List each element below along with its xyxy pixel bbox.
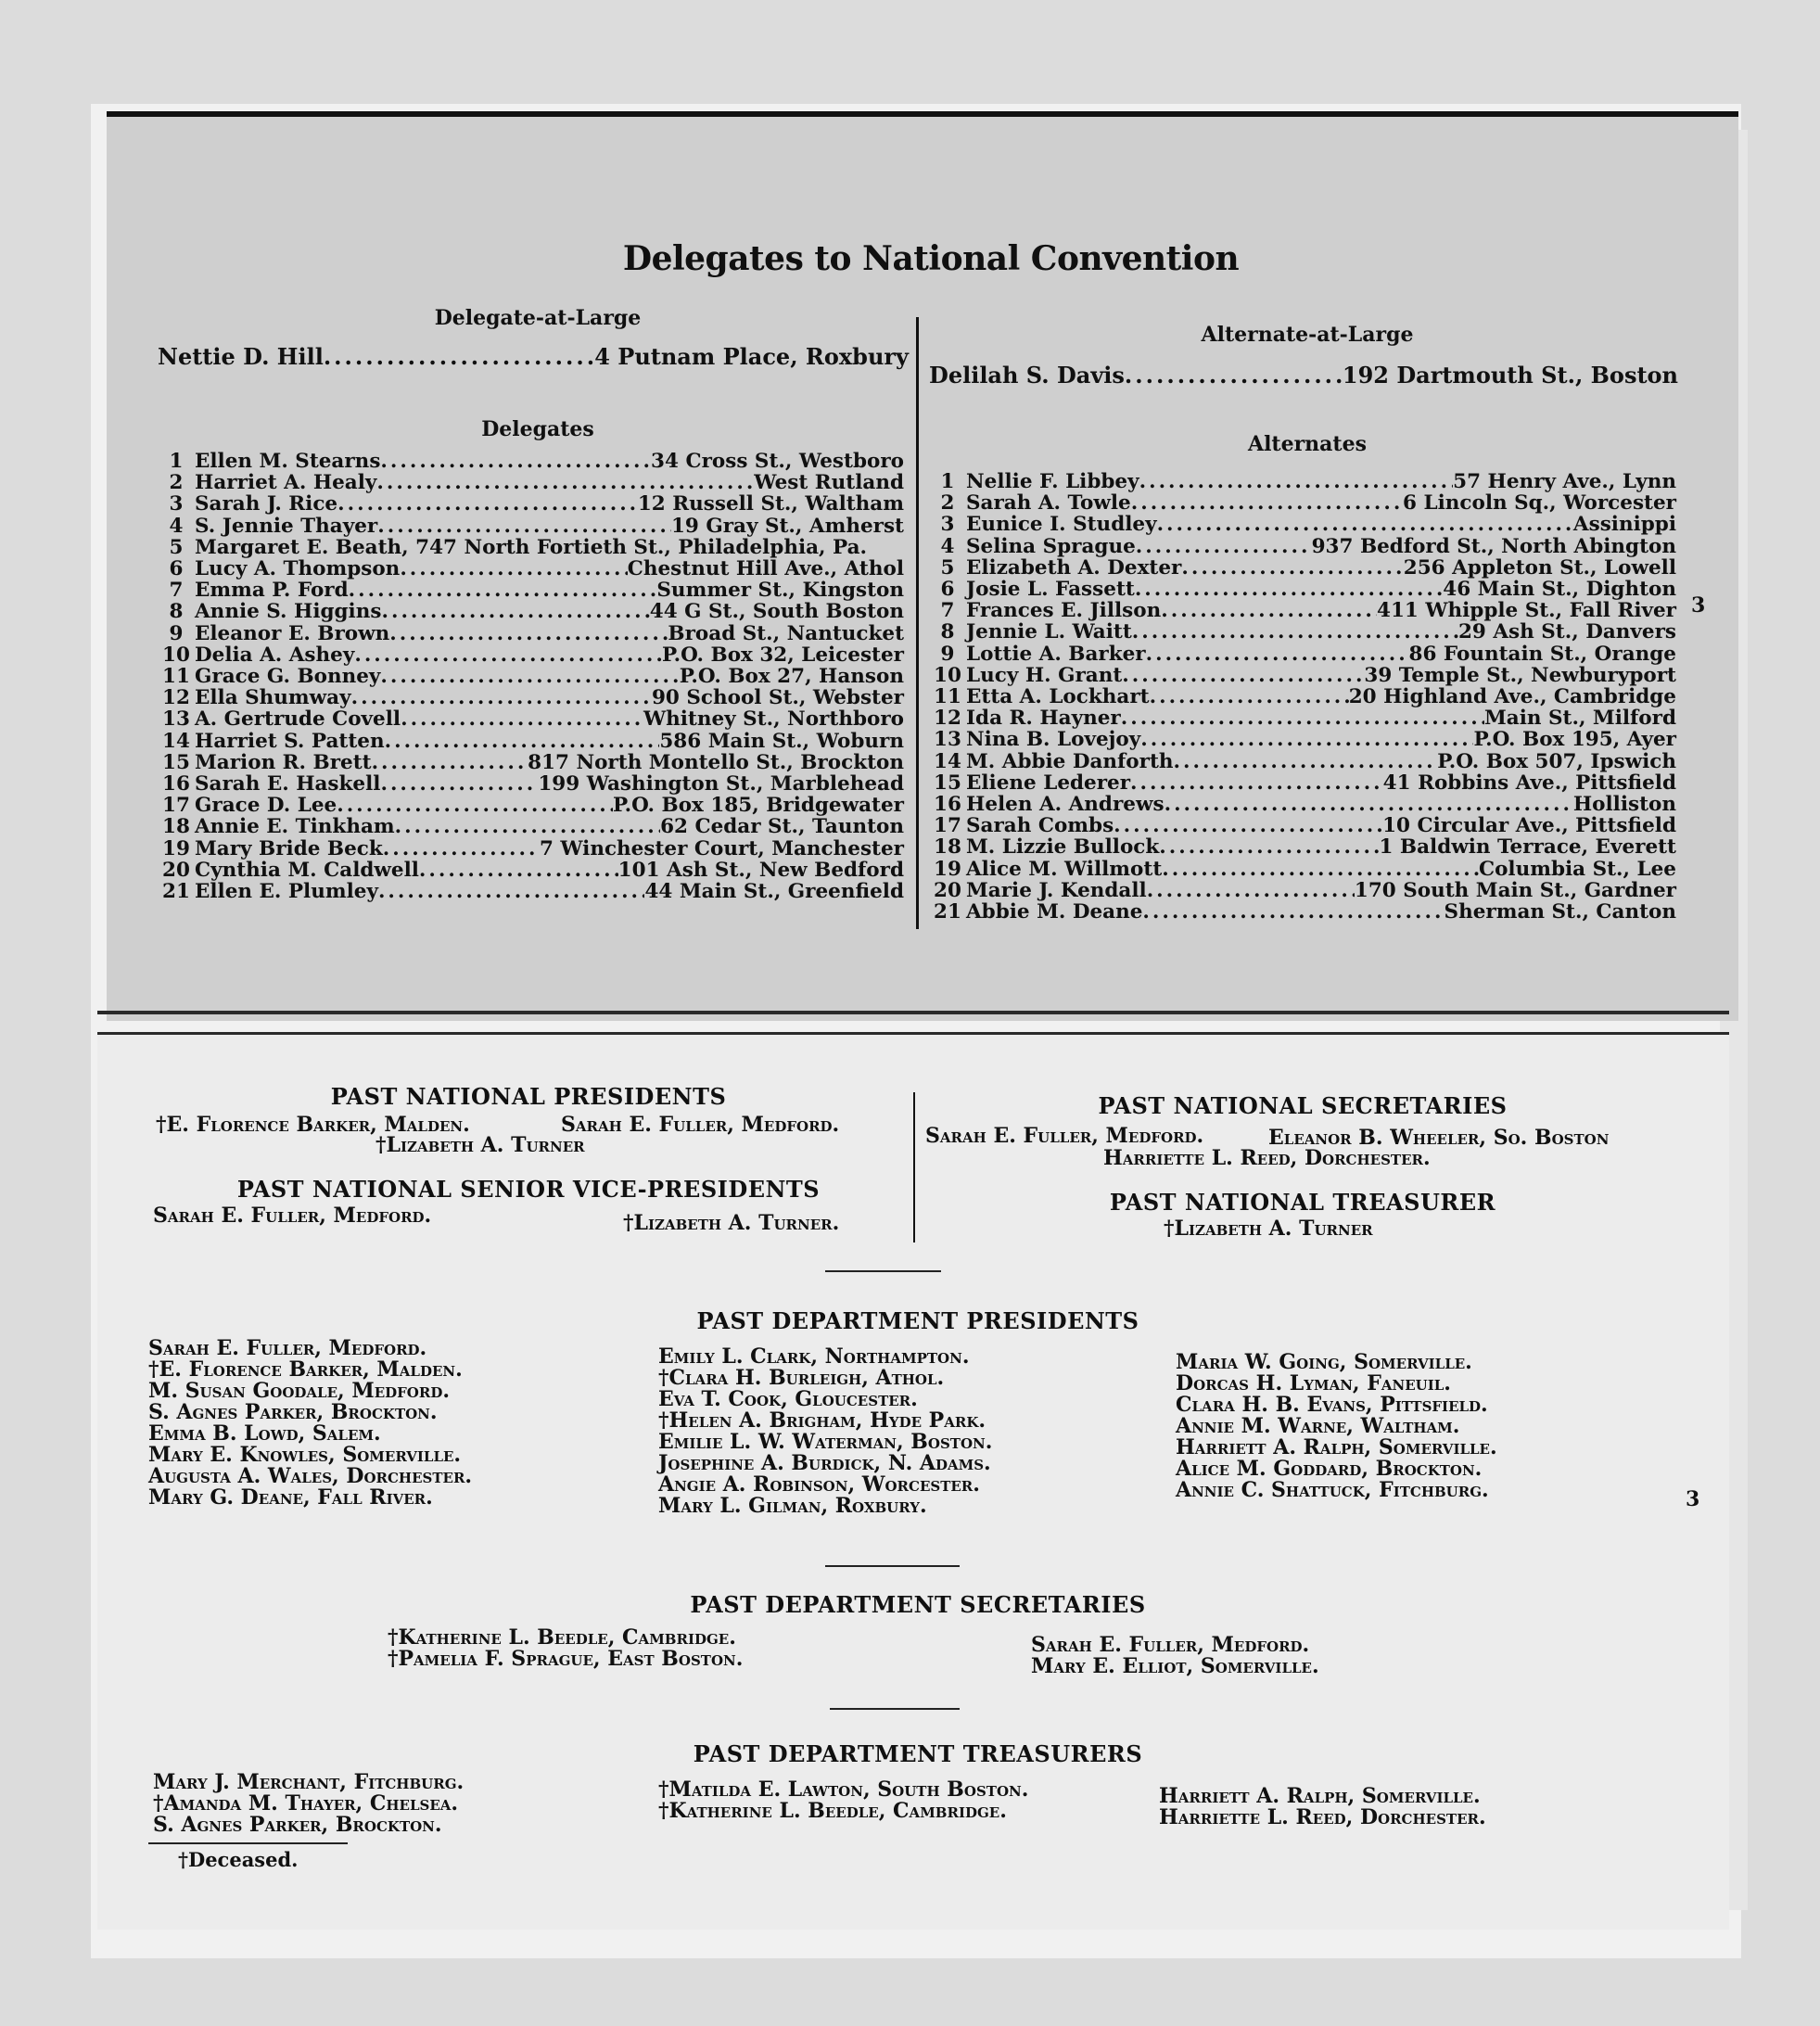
past-national-presidents-line1b: Sarah E. Fuller, Medford.: [561, 1113, 840, 1137]
entry-number: 4: [169, 514, 184, 538]
entry-name: Abbie M. Deane: [966, 900, 1143, 924]
name-entry: Annie M. Warne, Waltham.: [1176, 1414, 1460, 1438]
list-item: [929, 794, 1676, 815]
name-entry: Mary G. Deane, Fall River.: [148, 1485, 433, 1510]
past-dept-presidents-col1: [148, 1338, 472, 1509]
entry-name: Nellie F. Libbey: [966, 470, 1139, 493]
alternate-at-large-address: 192 Dartmouth St., Boston: [1342, 362, 1678, 389]
leader-dots: [351, 687, 652, 708]
entry-number: 3: [169, 492, 184, 516]
name-entry: S. Agnes Parker, Brockton.: [148, 1400, 438, 1424]
entry-number: 13: [934, 728, 961, 752]
entry-address: P.O. Box 507, Ipswich: [1437, 749, 1676, 773]
entry-number: 18: [162, 815, 190, 839]
leader-dots: [1147, 880, 1355, 901]
entry-name: M. Abbie Danforth: [966, 749, 1174, 773]
entry-name: Annie S. Higgins: [195, 600, 382, 624]
entry-address: 44 G St., South Boston: [649, 600, 904, 624]
alternate-at-large-name: Delilah S. Davis: [929, 362, 1125, 389]
list-item: [929, 901, 1676, 923]
entry-number: 6: [940, 578, 955, 602]
list-item: [158, 731, 904, 752]
entry-name: Delia A. Ashey: [195, 643, 355, 667]
leader-dots: [380, 451, 651, 472]
entry-address: 170 South Main St., Gardner: [1354, 878, 1676, 902]
entry-address: Whitney St., Northboro: [643, 707, 904, 732]
leader-dots: [337, 493, 638, 515]
name-entry: †Helen A. Brigham, Hyde Park.: [658, 1408, 986, 1433]
leader-dots: [1130, 772, 1383, 794]
entry-number: 7: [169, 579, 184, 603]
list-item: [929, 600, 1676, 621]
entry-address: 29 Ash St., Danvers: [1457, 620, 1676, 644]
entry-address: 90 School St., Webster: [651, 686, 904, 710]
entry-name: Lottie A. Barker: [966, 642, 1146, 666]
leader-dots: [383, 838, 540, 860]
entry-number: 10: [934, 663, 961, 687]
entry-name: Josie L. Fassett: [966, 578, 1135, 602]
entry-name: Etta A. Lockhart: [966, 685, 1150, 709]
leader-dots: [1114, 815, 1382, 836]
column-divider: [916, 317, 919, 929]
entry-number: 12: [162, 686, 190, 710]
alternates-list: [929, 471, 1676, 923]
name-entry: Clara H. B. Evans, Pittsfield.: [1176, 1393, 1488, 1417]
list-item: [929, 643, 1676, 665]
entry-name: Grace G. Bonney: [195, 665, 381, 689]
list-item: [929, 514, 1676, 535]
entry-number: 10: [162, 643, 190, 667]
name-entry: Emilie L. W. Waterman, Boston.: [658, 1430, 993, 1454]
entry-name: Selina Sprague: [966, 534, 1136, 558]
name-entry: †Amanda M. Thayer, Chelsea.: [153, 1791, 459, 1816]
alternates-label: Alternates: [1248, 432, 1367, 456]
past-dept-treasurers-col3: [1159, 1786, 1486, 1828]
entry-name: Ella Shumway: [195, 686, 351, 710]
entry-number: 18: [934, 835, 961, 860]
past-dept-presidents-col2: [658, 1346, 992, 1517]
list-item: [158, 580, 904, 601]
entry-address: Holliston: [1572, 793, 1676, 817]
list-item: [158, 860, 904, 881]
entry-address: 199 Washington St., Marblehead: [538, 772, 904, 796]
name-entry: Eva T. Cook, Gloucester.: [658, 1387, 918, 1411]
name-entry: Angie A. Robinson, Worcester.: [658, 1472, 980, 1497]
leader-dots: [1159, 836, 1379, 858]
leader-dots: [1136, 536, 1312, 557]
entry-number: 17: [162, 794, 190, 818]
name-entry: S. Agnes Parker, Brockton.: [153, 1813, 442, 1837]
past-national-secretaries-line1b: Eleanor B. Wheeler, So. Boston: [1268, 1126, 1610, 1150]
entry-address: 1 Baldwin Terrace, Everett: [1379, 835, 1676, 860]
entry-name: Sarah E. Haskell: [195, 772, 381, 796]
entry-number: 3: [940, 513, 955, 537]
entry-number: 9: [169, 621, 184, 645]
entry-name: Sarah Combs: [966, 814, 1114, 838]
entry-number: 1: [940, 470, 955, 493]
entry-address: 101 Ash St., New Bedford: [617, 858, 904, 882]
entry-number: 21: [934, 900, 961, 924]
entry-name: Harriet A. Healy: [195, 471, 377, 495]
page-mark-bottom: 3: [1686, 1487, 1700, 1511]
list-item: [158, 623, 904, 644]
leader-dots: [1139, 471, 1454, 492]
past-dept-treasurers-title: PAST DEPARTMENT TREASURERS: [693, 1740, 1143, 1767]
entry-number: 14: [162, 729, 190, 753]
list-item: [158, 493, 904, 515]
name-entry: †Katherine L. Beedle, Cambridge.: [658, 1799, 1007, 1823]
section-rule: [825, 1565, 960, 1567]
list-item: [929, 729, 1676, 750]
list-item: [158, 708, 904, 730]
list-item: [929, 686, 1676, 707]
list-item: [929, 815, 1676, 836]
leader-dots: [354, 644, 662, 666]
entry-address: P.O. Box 27, Hanson: [679, 665, 904, 689]
list-item: [929, 836, 1676, 858]
entry-address: 12 Russell St., Waltham: [637, 492, 904, 516]
list-item: [158, 601, 904, 622]
entry-number: 13: [162, 707, 190, 732]
entry-name: Mary Bride Beck: [195, 836, 383, 860]
leader-dots: [400, 558, 627, 580]
past-national-svp-title: PAST NATIONAL SENIOR VICE-PRESIDENTS: [236, 1176, 821, 1203]
entry-name: Annie E. Tinkham: [195, 815, 395, 839]
entry-name: A. Gertrude Covell: [195, 707, 401, 732]
entry-name: Lucy A. Thompson: [195, 557, 401, 581]
leader-dots: [1146, 643, 1409, 665]
entry-number: 11: [934, 685, 961, 709]
leader-dots: [1181, 557, 1403, 579]
past-national-treasurer-name: †Lizabeth A. Turner: [1164, 1217, 1373, 1241]
leader-dots: [1150, 686, 1349, 707]
entry-address: 19 Gray St., Amherst: [670, 514, 904, 538]
entry-address: Chestnut Hill Ave., Athol: [627, 557, 904, 581]
past-national-treasurer-title: PAST NATIONAL TREASURER: [1109, 1189, 1496, 1216]
name-entry: Alice M. Goddard, Brockton.: [1176, 1457, 1483, 1481]
entry-name: Frances E. Jillson: [966, 599, 1162, 623]
name-entry: Maria W. Going, Somerville.: [1176, 1350, 1472, 1374]
leader-dots: [381, 601, 649, 622]
list-item: [158, 537, 904, 558]
entry-address: 411 Whipple St., Fall River: [1377, 599, 1676, 623]
list-item: [929, 621, 1676, 643]
list-item: [929, 665, 1676, 686]
entry-address: Summer St., Kingston: [656, 579, 904, 603]
delegate-at-large-address: 4 Putnam Place, Roxbury: [594, 343, 909, 370]
past-national-presidents-title: PAST NATIONAL PRESIDENTS: [330, 1083, 727, 1110]
entry-address: 6 Lincoln Sq., Worcester: [1403, 491, 1676, 516]
entry-name: Eunice I. Studley: [966, 513, 1157, 537]
list-item: [929, 492, 1676, 514]
leader-dots: [1140, 729, 1473, 750]
leader-dots: [377, 516, 671, 537]
section-rule: [825, 1270, 941, 1272]
entry-address: 20 Highland Ave., Cambridge: [1348, 685, 1676, 709]
name-entry: Emma B. Lowd, Salem.: [148, 1421, 381, 1446]
leader-dots: [372, 752, 528, 773]
leader-dots: [1142, 901, 1444, 923]
entry-name: Ellen E. Plumley: [195, 880, 378, 904]
delegate-at-large-name: Nettie D. Hill: [158, 343, 324, 370]
past-national-svp-b: †Lizabeth A. Turner.: [623, 1211, 840, 1235]
leader-dots: [380, 666, 679, 687]
entry-number: 20: [934, 878, 961, 902]
past-national-presidents-line2: †Lizabeth A. Turner: [375, 1133, 585, 1157]
entry-name: Harriet S. Patten: [195, 729, 385, 753]
entry-name: Sarah A. Towle: [966, 491, 1131, 516]
leader-dots: [1125, 362, 1343, 389]
entry-number: 12: [934, 707, 961, 731]
leader-dots: [385, 731, 660, 752]
entry-address: 46 Main St., Dighton: [1443, 578, 1676, 602]
entry-number: 20: [162, 858, 190, 882]
entry-name: Emma P. Ford: [195, 579, 349, 603]
entry-address: Columbia St., Lee: [1478, 857, 1676, 881]
name-entry: †Matilda E. Lawton, South Boston.: [658, 1778, 1029, 1802]
entry-number: 21: [162, 880, 190, 904]
name-entry: Mary J. Merchant, Fitchburg.: [153, 1770, 465, 1794]
past-national-secretaries-line1a: Sarah E. Fuller, Medford.: [925, 1124, 1204, 1148]
list-item: [158, 558, 904, 580]
leader-dots: [1122, 665, 1364, 686]
past-national-secretaries-title: PAST NATIONAL SECRETARIES: [1098, 1092, 1508, 1119]
list-item: [158, 773, 904, 795]
entry-number: 5: [940, 555, 955, 580]
entry-number: 11: [162, 665, 190, 689]
list-item: [158, 666, 904, 687]
entry-name: Alice M. Willmott: [966, 857, 1163, 881]
entry-name: Helen A. Andrews: [966, 793, 1165, 817]
leader-dots: [1174, 751, 1438, 772]
list-item: [929, 880, 1676, 901]
list-item: [929, 707, 1676, 729]
name-entry: Annie C. Shattuck, Fitchburg.: [1176, 1478, 1489, 1502]
name-entry: Emily L. Clark, Northampton.: [658, 1344, 970, 1369]
entry-number: 9: [940, 642, 955, 666]
entry-name: Elizabeth A. Dexter: [966, 555, 1182, 580]
past-national-presidents-line1a: †E. Florence Barker, Malden.: [156, 1113, 470, 1137]
leader-dots: [401, 708, 643, 730]
entry-address: P.O. Box 195, Ayer: [1473, 728, 1676, 752]
entry-number: 4: [940, 534, 955, 558]
leader-dots: [378, 881, 645, 902]
footnote-rule: [148, 1842, 348, 1844]
delegates-label: Delegates: [481, 417, 594, 441]
list-item: [158, 644, 904, 666]
entry-number: 7: [940, 599, 955, 623]
entry-address: Main St., Milford: [1483, 707, 1676, 731]
name-entry: Mary L. Gilman, Roxbury.: [658, 1494, 927, 1518]
entry-name: M. Lizzie Bullock: [966, 835, 1160, 860]
entry-number: 8: [940, 620, 955, 644]
leader-dots: [1165, 794, 1573, 815]
list-item: [158, 687, 904, 708]
entry-name: Margaret E. Beath, 747 North Fortieth St., Philadelphia, Pa.: [195, 535, 868, 559]
past-dept-secretaries-title: PAST DEPARTMENT SECRETARIES: [690, 1591, 1146, 1618]
past-national-svp-a: Sarah E. Fuller, Medford.: [153, 1204, 432, 1228]
past-dept-treasurers-col2: [658, 1779, 1028, 1822]
entry-address: 57 Henry Ave., Lynn: [1453, 470, 1676, 493]
entry-address: Assinippi: [1572, 513, 1676, 537]
entry-address: 256 Appleton St., Lowell: [1403, 555, 1676, 580]
section-rule: [830, 1708, 960, 1710]
list-item: [929, 557, 1676, 579]
entry-number: 16: [162, 772, 190, 796]
alternate-at-large-label: Alternate-at-Large: [1201, 323, 1414, 347]
entry-number: 2: [169, 471, 184, 495]
list-item: [158, 516, 904, 537]
leader-dots: [1162, 859, 1479, 880]
entry-address: 44 Main St., Greenfield: [644, 880, 904, 904]
delegate-at-large-row: [158, 343, 909, 370]
entry-name: Marie J. Kendall: [966, 878, 1147, 902]
entry-address: 817 North Montello St., Brockton: [528, 750, 904, 774]
entry-name: Sarah J. Rice: [195, 492, 338, 516]
entry-number: 1: [169, 450, 184, 473]
leader-dots: [1157, 514, 1573, 535]
entry-address: 34 Cross St., Westboro: [651, 450, 904, 473]
name-entry: †Pamelia F. Sprague, East Boston.: [388, 1647, 744, 1671]
entry-address: 7 Winchester Court, Manchester: [539, 836, 904, 860]
list-item: [929, 536, 1676, 557]
list-item: [929, 751, 1676, 772]
name-entry: Harriett A. Ralph, Somerville.: [1159, 1784, 1481, 1808]
page-mark-top: 3: [1691, 593, 1706, 618]
entry-name: Lucy H. Grant: [966, 663, 1123, 687]
name-entry: †E. Florence Barker, Malden.: [148, 1357, 463, 1382]
name-entry: †Katherine L. Beedle, Cambridge.: [388, 1625, 736, 1650]
bottom-column-divider: [913, 1092, 915, 1242]
delegate-at-large-label: Delegate-at-Large: [434, 306, 642, 330]
list-item: [929, 859, 1676, 880]
entry-address: 10 Circular Ave., Pittsfield: [1382, 814, 1676, 838]
entry-name: Marion R. Brett: [195, 750, 372, 774]
entry-address: P.O. Box 185, Bridgewater: [613, 794, 904, 818]
entry-name: Cynthia M. Caldwell: [195, 858, 419, 882]
entry-name: Ida R. Hayner: [966, 707, 1121, 731]
entry-address: 86 Fountain St., Orange: [1408, 642, 1676, 666]
leader-dots: [395, 816, 660, 837]
past-dept-secretaries-col1: [388, 1627, 743, 1670]
name-entry: Mary E. Knowles, Somerville.: [148, 1443, 462, 1467]
leader-dots: [324, 343, 594, 370]
past-dept-presidents-col3: [1176, 1352, 1497, 1501]
entry-number: 6: [169, 557, 184, 581]
list-item: [929, 471, 1676, 492]
name-entry: Josephine A. Burdick, N. Adams.: [658, 1451, 991, 1475]
leader-dots: [1121, 707, 1484, 729]
list-item: [158, 881, 904, 902]
entry-name: Jennie L. Waitt: [966, 620, 1132, 644]
leader-dots: [389, 623, 668, 644]
list-item: [929, 772, 1676, 794]
entry-number: 15: [934, 771, 961, 795]
leader-dots: [376, 472, 754, 493]
page-title: Delegates to National Convention: [622, 239, 1240, 278]
entry-number: 15: [162, 750, 190, 774]
past-dept-secretaries-col2: [1031, 1635, 1319, 1677]
entry-number: 8: [169, 600, 184, 624]
entry-name: Ellen M. Stearns: [195, 450, 381, 473]
delegates-list: [158, 451, 904, 902]
leader-dots: [1131, 492, 1403, 514]
list-item: [158, 838, 904, 860]
entry-number: 5: [169, 535, 184, 559]
list-item: [158, 752, 904, 773]
entry-name: Eleanor E. Brown: [195, 621, 390, 645]
entry-number: 19: [162, 836, 190, 860]
past-national-secretaries-line2: Harriette L. Reed, Dorchester.: [1103, 1146, 1431, 1170]
entry-name: Nina B. Lovejoy: [966, 728, 1141, 752]
entry-address: 39 Temple St., Newburyport: [1364, 663, 1676, 687]
list-item: [158, 472, 904, 493]
entry-address: West Rutland: [754, 471, 904, 495]
leader-dots: [337, 795, 613, 816]
name-entry: Mary E. Elliot, Somerville.: [1031, 1654, 1319, 1678]
entry-name: Eliene Lederer: [966, 771, 1131, 795]
list-item: [158, 816, 904, 837]
list-item: [158, 451, 904, 472]
footnote: †Deceased.: [178, 1848, 299, 1871]
entry-number: 14: [934, 749, 961, 773]
leader-dots: [1132, 621, 1458, 643]
name-entry: Sarah E. Fuller, Medford.: [1031, 1633, 1310, 1657]
leader-dots: [1135, 579, 1443, 600]
entry-address: Broad St., Nantucket: [668, 621, 904, 645]
leader-dots: [1161, 600, 1377, 621]
entry-address: 41 Robbins Ave., Pittsfield: [1382, 771, 1676, 795]
name-entry: M. Susan Goodale, Medford.: [148, 1379, 450, 1403]
entry-number: 19: [934, 857, 961, 881]
entry-address: 62 Cedar St., Taunton: [660, 815, 904, 839]
name-entry: Harriett A. Ralph, Somerville.: [1176, 1435, 1497, 1459]
entry-address: Sherman St., Canton: [1444, 900, 1676, 924]
leader-dots: [419, 860, 618, 881]
entry-address: P.O. Box 32, Leicester: [661, 643, 904, 667]
name-entry: Dorcas H. Lyman, Faneuil.: [1176, 1371, 1451, 1395]
past-dept-treasurers-col1: [153, 1772, 464, 1836]
leader-dots: [349, 580, 657, 601]
leader-dots: [380, 773, 538, 795]
clipping-edge-line: [97, 1011, 1729, 1014]
name-entry: †Clara H. Burleigh, Athol.: [658, 1366, 945, 1390]
entry-name: S. Jennie Thayer: [195, 514, 378, 538]
entry-address: 586 Main St., Woburn: [659, 729, 904, 753]
entry-number: 17: [934, 814, 961, 838]
name-entry: Harriette L. Reed, Dorchester.: [1159, 1805, 1486, 1829]
list-item: [929, 579, 1676, 600]
name-entry: Augusta A. Wales, Dorchester.: [148, 1464, 473, 1488]
alternate-at-large-row: [929, 362, 1678, 389]
entry-address: 937 Bedford St., North Abington: [1311, 534, 1676, 558]
name-entry: Sarah E. Fuller, Medford.: [148, 1336, 427, 1360]
list-item: [158, 795, 904, 816]
entry-number: 2: [940, 491, 955, 516]
past-dept-presidents-title: PAST DEPARTMENT PRESIDENTS: [696, 1307, 1139, 1334]
entry-number: 16: [934, 793, 961, 817]
entry-name: Grace D. Lee: [195, 794, 337, 818]
